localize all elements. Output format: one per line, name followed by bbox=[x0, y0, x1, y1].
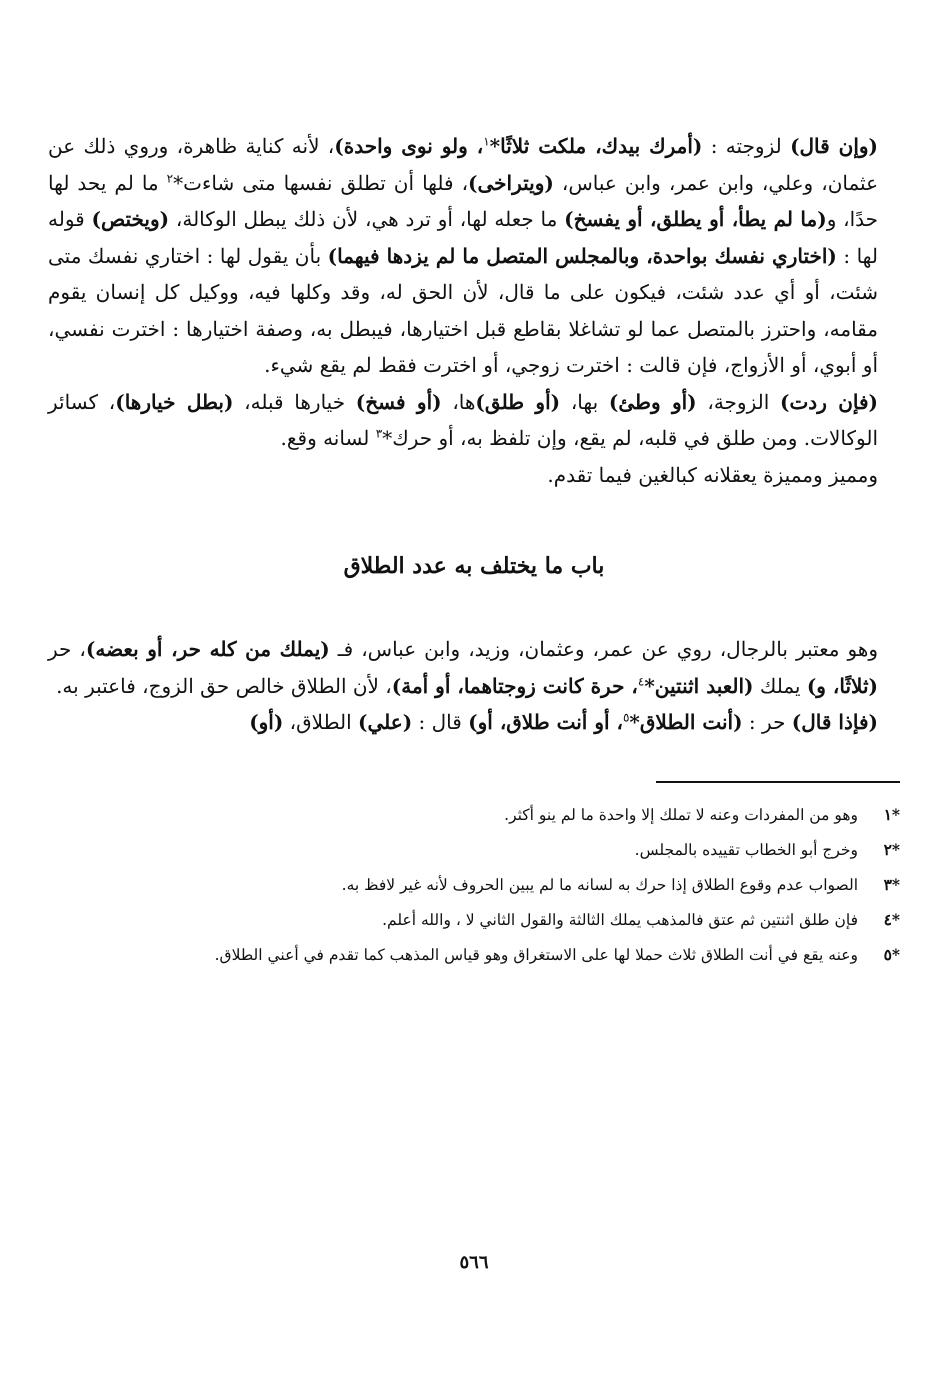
p5-bold-1: (فإذا قال) bbox=[791, 710, 878, 734]
paragraph-4 bbox=[48, 631, 900, 704]
footnote-ref-2: ٢ bbox=[166, 170, 174, 185]
p4-bold-2: (ثلاثًا، و) bbox=[806, 673, 878, 698]
p1-text-4: ما لم يحد لها حدًا، و bbox=[48, 170, 879, 231]
footnote-ref-3: ٣ bbox=[375, 426, 383, 441]
footnotes bbox=[48, 801, 900, 969]
footnote-ref-4: ٤ bbox=[637, 673, 645, 688]
p1-text-2: ، لأنه كناية ظاهرة، وروي ذلك عن عثمان، وعلي، وابن عمر، وابن عباس، bbox=[48, 134, 878, 195]
footnote-number: *٤ bbox=[883, 909, 900, 929]
page-number: ٥٦٦ bbox=[459, 1252, 489, 1273]
p1-text-7: بأن يقول لها : اختاري نفسك متى شئت، أو أي عدد شئت، فيكون على ما قال، لأن الحق له، وقد وكلها فيه، ووكيل كل إنسان يقوم مقامه، واحترز بالمتصل عما لو تشاغلا بقاطع قبل اختيارها، فيبطل به، وصفة اختيارها : اخترت نفسي، أو أبوي، أو الأزواج، فإن قالت : اخترت زوجي، أو اخترت فقط لم يقع شيء. bbox=[48, 243, 879, 377]
p4-text-1: وهو معتبر بالرجال، روي عن عمر، وعثمان، وزيد، وابن عباس، فـ bbox=[329, 637, 878, 661]
p1-text-1: لزوجته : bbox=[702, 134, 791, 158]
p2-bold-3: (أو طلق) bbox=[475, 389, 561, 414]
paragraph-2 bbox=[48, 384, 900, 457]
p1-bold-3: ، ولو نوى واحدة) bbox=[334, 134, 484, 158]
p1-text-3: ، فلها أن تطلق نفسها متى شاءت* bbox=[173, 170, 469, 195]
paragraph-5 bbox=[48, 704, 900, 741]
footnote-text: وخرج أبو الخطاب تقييده بالمجلس. bbox=[634, 840, 858, 859]
footnote-number: *٢ bbox=[883, 839, 900, 859]
footnote-2 bbox=[48, 836, 900, 864]
footnote-text: وعنه يقع في أنت الطلاق ثلاث حملا لها على الاستغراق وهو قياس المذهب كما تقدم في أعني الطلاق. bbox=[214, 945, 858, 964]
p5-bold-2: (أنت الطلاق* bbox=[629, 710, 743, 734]
p1-bold-2: (أمرك بيدك، ملكت ثلاثًا* bbox=[489, 134, 703, 158]
p1-text-5: ما جعله لها، أو ترد هي، لأن ذلك يبطل الوكالة، bbox=[169, 207, 565, 231]
p1-bold-1: (وإن قال) bbox=[790, 134, 879, 158]
p2-bold-1: (فإن ردت) bbox=[780, 389, 878, 414]
p2-text-6: لسانه وقع. bbox=[280, 426, 376, 450]
p4-bold-3: (العبد اثنتين* bbox=[644, 673, 754, 698]
p2-bold-5: (بطل خيارها) bbox=[115, 389, 234, 414]
p2-text-1: الزوجة، bbox=[696, 389, 780, 414]
footnote-text: فإن طلق اثنتين ثم عتق فالمذهب يملك الثالثة والقول الثاني لا ، والله أعلم. bbox=[382, 910, 858, 929]
footnote-number: *٥ bbox=[883, 944, 900, 964]
p2-bold-2: (أو وطئ) bbox=[608, 389, 697, 414]
p2-text-3: ها، bbox=[441, 389, 476, 414]
footnote-number: *١ bbox=[883, 804, 900, 824]
p4-bold-4: ، حرة كانت زوجتاهما، أو أمة) bbox=[391, 673, 638, 698]
footnote-3 bbox=[48, 871, 900, 899]
p5-text-1: حر : bbox=[742, 710, 792, 734]
p4-bold-1: (يملك من كله حر، أو بعضه) bbox=[85, 637, 330, 661]
paragraph-3: ومميز ومميزة يعقلانه كبالغين فيما تقدم. bbox=[547, 462, 878, 487]
footnote-5 bbox=[48, 941, 900, 969]
p1-text-6: قوله لها : bbox=[48, 207, 878, 268]
footnote-4 bbox=[48, 906, 900, 934]
section-heading: باب ما يختلف به عدد الطلاق bbox=[343, 553, 605, 579]
p4-text-4: ، لأن الطلاق خالص حق الزوج، فاعتبر به. bbox=[56, 673, 392, 698]
footnote-ref-1: ١ bbox=[483, 134, 490, 149]
p5-text-3: الطلاق، bbox=[283, 710, 359, 734]
paragraph-1 bbox=[48, 128, 900, 384]
p5-bold-5: (أو) bbox=[249, 710, 284, 734]
p2-text-5: ، كسائر الوكالات. ومن طلق في قلبه، لم يقع، وإن تلفظ به، أو حرك* bbox=[48, 389, 878, 450]
p5-bold-4: (علي) bbox=[358, 710, 413, 734]
footnote-text: وهو من المفردات وعنه لا تملك إلا واحدة ما لم ينو أكثر. bbox=[504, 805, 858, 824]
p1-bold-4: (ويتراخى) bbox=[468, 170, 554, 195]
p4-text-3: يملك bbox=[753, 673, 807, 698]
p5-text-2: قال : bbox=[412, 710, 469, 734]
main-text bbox=[48, 128, 900, 741]
footnote-divider bbox=[656, 781, 900, 783]
p5-bold-3: ، أو أنت طلاق، أو) bbox=[468, 710, 623, 734]
p2-bold-4: (أو فسخ) bbox=[355, 389, 442, 414]
footnote-text: الصواب عدم وقوع الطلاق إذا حرك به لسانه ما لم يبين الحروف لأنه غير لافظ به. bbox=[341, 875, 858, 894]
p1-bold-6: (ويختص) bbox=[91, 207, 170, 231]
p1-bold-5: (ما لم يطأ، أو يطلق، أو يفسخ) bbox=[564, 207, 827, 231]
p2-text-4: خيارها قبله، bbox=[233, 389, 356, 414]
footnote-number: *٣ bbox=[883, 874, 900, 894]
footnote-ref-5: ٥ bbox=[622, 710, 630, 725]
p1-bold-7: (اختاري نفسك بواحدة، وبالمجلس المتصل ما لم يزدها فيهما) bbox=[327, 243, 837, 268]
p2-text-2: بها، bbox=[560, 389, 609, 414]
footnote-1 bbox=[48, 801, 900, 829]
p4-text-2: ، حر bbox=[48, 637, 86, 661]
